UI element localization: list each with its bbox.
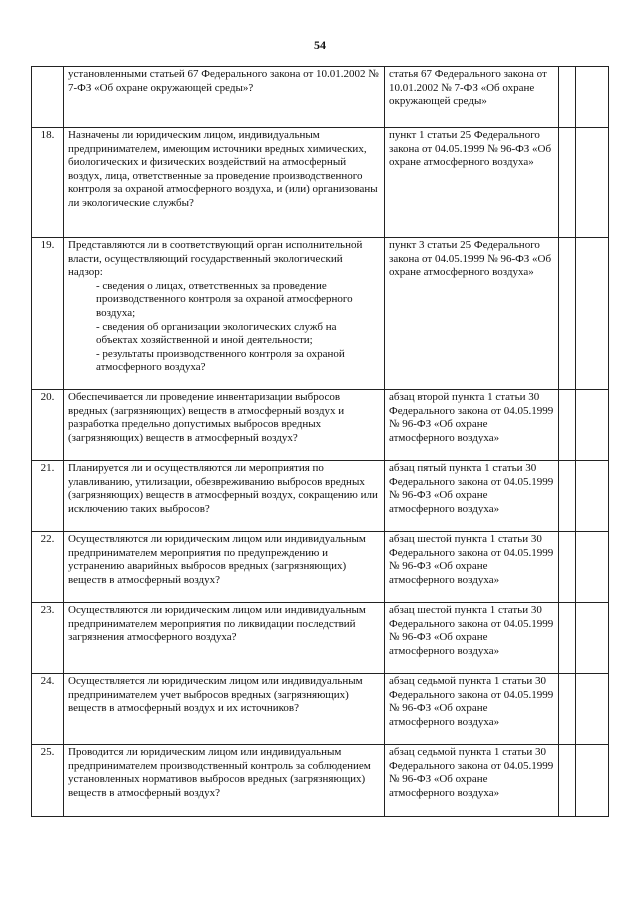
- table-row: [32, 745, 609, 817]
- question-cell: [64, 461, 385, 532]
- question-text: Осуществляется ли юридическим лицом или индивидуальным предпринимателем учет выбросов вредных (загрязняющих) веществ в атмосферный воздух и их источников?: [68, 675, 363, 715]
- table-row: [32, 390, 609, 461]
- answer-cell[interactable]: [576, 674, 609, 745]
- question-cell: [64, 128, 385, 238]
- row-number: 18.: [32, 128, 64, 238]
- row-number: 23.: [32, 603, 64, 674]
- answer-cell[interactable]: [576, 128, 609, 238]
- question-cell: [64, 532, 385, 603]
- row-number: 25.: [32, 745, 64, 817]
- table-row: [32, 461, 609, 532]
- row-number: 20.: [32, 390, 64, 461]
- legal-reference-cell: абзац седьмой пункта 1 статьи 30 Федерального закона от 04.05.1999 № 96-ФЗ «Об охране атмосферного воздуха»: [385, 745, 559, 817]
- legal-reference-cell: абзац пятый пункта 1 статьи 30 Федерального закона от 04.05.1999 № 96-ФЗ «Об охране атмосферного воздуха»: [385, 461, 559, 532]
- answer-cell[interactable]: [559, 128, 576, 238]
- question-text: Назначены ли юридическим лицом, индивидуальным предпринимателем, имеющим источники вредных химических, биологических и физических воздействий на атмосферный воздух, лица, ответственные за проведение производственного контроля за охраной атмосферного воздуха, и (или) организованы ли экологические службы?: [68, 129, 378, 209]
- checklist-rows: [32, 67, 609, 817]
- question-cell: [64, 238, 385, 390]
- table-row: [32, 674, 609, 745]
- table-row: [32, 128, 609, 238]
- row-number: 21.: [32, 461, 64, 532]
- answer-cell[interactable]: [559, 603, 576, 674]
- question-text: - результаты производственного контроля за охраной атмосферного воздуха?: [96, 347, 345, 374]
- legal-reference-cell: пункт 1 статьи 25 Федерального закона от 04.05.1999 № 96-ФЗ «Об охране атмосферного воздуха»: [385, 128, 559, 238]
- question-cell: [64, 603, 385, 674]
- table-row: [32, 532, 609, 603]
- answer-cell[interactable]: [559, 390, 576, 461]
- table-row: [32, 238, 609, 390]
- table-row: [32, 603, 609, 674]
- answer-cell[interactable]: [576, 532, 609, 603]
- question-text: Планируется ли и осуществляются ли мероприятия по улавливанию, утилизации, обезвреживанию выбросов вредных (загрязняющих) веществ в атмосферный воздух, сокращению или исключению таких выбросов?: [68, 462, 378, 515]
- answer-cell[interactable]: [559, 745, 576, 817]
- question-text: Осуществляются ли юридическим лицом или индивидуальным предпринимателем мероприятия по ликвидации последствий загрязнения атмосферного воздуха?: [68, 604, 366, 644]
- question-cell: [64, 745, 385, 817]
- answer-cell[interactable]: [559, 238, 576, 390]
- answer-cell[interactable]: [576, 745, 609, 817]
- answer-cell[interactable]: [576, 603, 609, 674]
- question-text: - сведения о лицах, ответственных за проведение производственного контроля за охраной атмосферного воздуха;: [96, 279, 353, 319]
- question-text: Осуществляются ли юридическим лицом или индивидуальным предпринимателем мероприятия по предупреждению и устранению аварийных выбросов вредных (загрязняющих) веществ в атмосферный воздух?: [68, 533, 366, 586]
- legal-reference-cell: абзац второй пункта 1 статьи 30 Федерального закона от 04.05.1999 № 96-ФЗ «Об охране атмосферного воздуха»: [385, 390, 559, 461]
- checklist-table: [31, 66, 609, 817]
- answer-cell[interactable]: [559, 532, 576, 603]
- legal-reference-cell: статья 67 Федерального закона от 10.01.2002 № 7-ФЗ «Об охране окружающей среды»: [385, 67, 559, 128]
- legal-reference-cell: абзац седьмой пункта 1 статьи 30 Федерального закона от 04.05.1999 № 96-ФЗ «Об охране атмосферного воздуха»: [385, 674, 559, 745]
- answer-cell[interactable]: [576, 461, 609, 532]
- answer-cell[interactable]: [559, 674, 576, 745]
- page-number: 54: [314, 38, 326, 52]
- answer-cell[interactable]: [576, 390, 609, 461]
- row-number: 22.: [32, 532, 64, 603]
- row-number: 19.: [32, 238, 64, 390]
- question-text: Проводится ли юридическим лицом или индивидуальным предпринимателем производственный контроль за соблюдением установленных нормативов выбросов вредных (загрязняющих) веществ в атмосферный воздух?: [68, 746, 371, 799]
- answer-cell[interactable]: [559, 67, 576, 128]
- question-text: установленными статьей 67 Федерального закона от 10.01.2002 № 7-ФЗ «Об охране окружающей среды»?: [68, 68, 379, 94]
- answer-cell[interactable]: [559, 461, 576, 532]
- legal-reference-cell: абзац шестой пункта 1 статьи 30 Федерального закона от 04.05.1999 № 96-ФЗ «Об охране атмосферного воздуха»: [385, 532, 559, 603]
- row-number: 24.: [32, 674, 64, 745]
- question-text: Обеспечивается ли проведение инвентаризации выбросов вредных (загрязняющих) веществ в атмосферный воздух и разработка предельно допустимых выбросов вредных (загрязняющих) веществ в атмосферный воздух?: [68, 391, 345, 444]
- question-cell: [64, 67, 385, 128]
- table-row: [32, 67, 609, 128]
- answer-cell[interactable]: [576, 67, 609, 128]
- question-text: Представляются ли в соответствующий орган исполнительной власти, осуществляющий государственный экологический надзор:: [68, 239, 363, 279]
- row-number: [32, 67, 64, 128]
- answer-cell[interactable]: [576, 238, 609, 390]
- question-cell: [64, 674, 385, 745]
- legal-reference-cell: пункт 3 статьи 25 Федерального закона от 04.05.1999 № 96-ФЗ «Об охране атмосферного воздуха»: [385, 238, 559, 390]
- legal-reference-cell: абзац шестой пункта 1 статьи 30 Федерального закона от 04.05.1999 № 96-ФЗ «Об охране атмосферного воздуха»: [385, 603, 559, 674]
- question-text: - сведения об организации экологических служб на объектах хозяйственной и иной деятельности;: [96, 320, 337, 347]
- question-cell: [64, 390, 385, 461]
